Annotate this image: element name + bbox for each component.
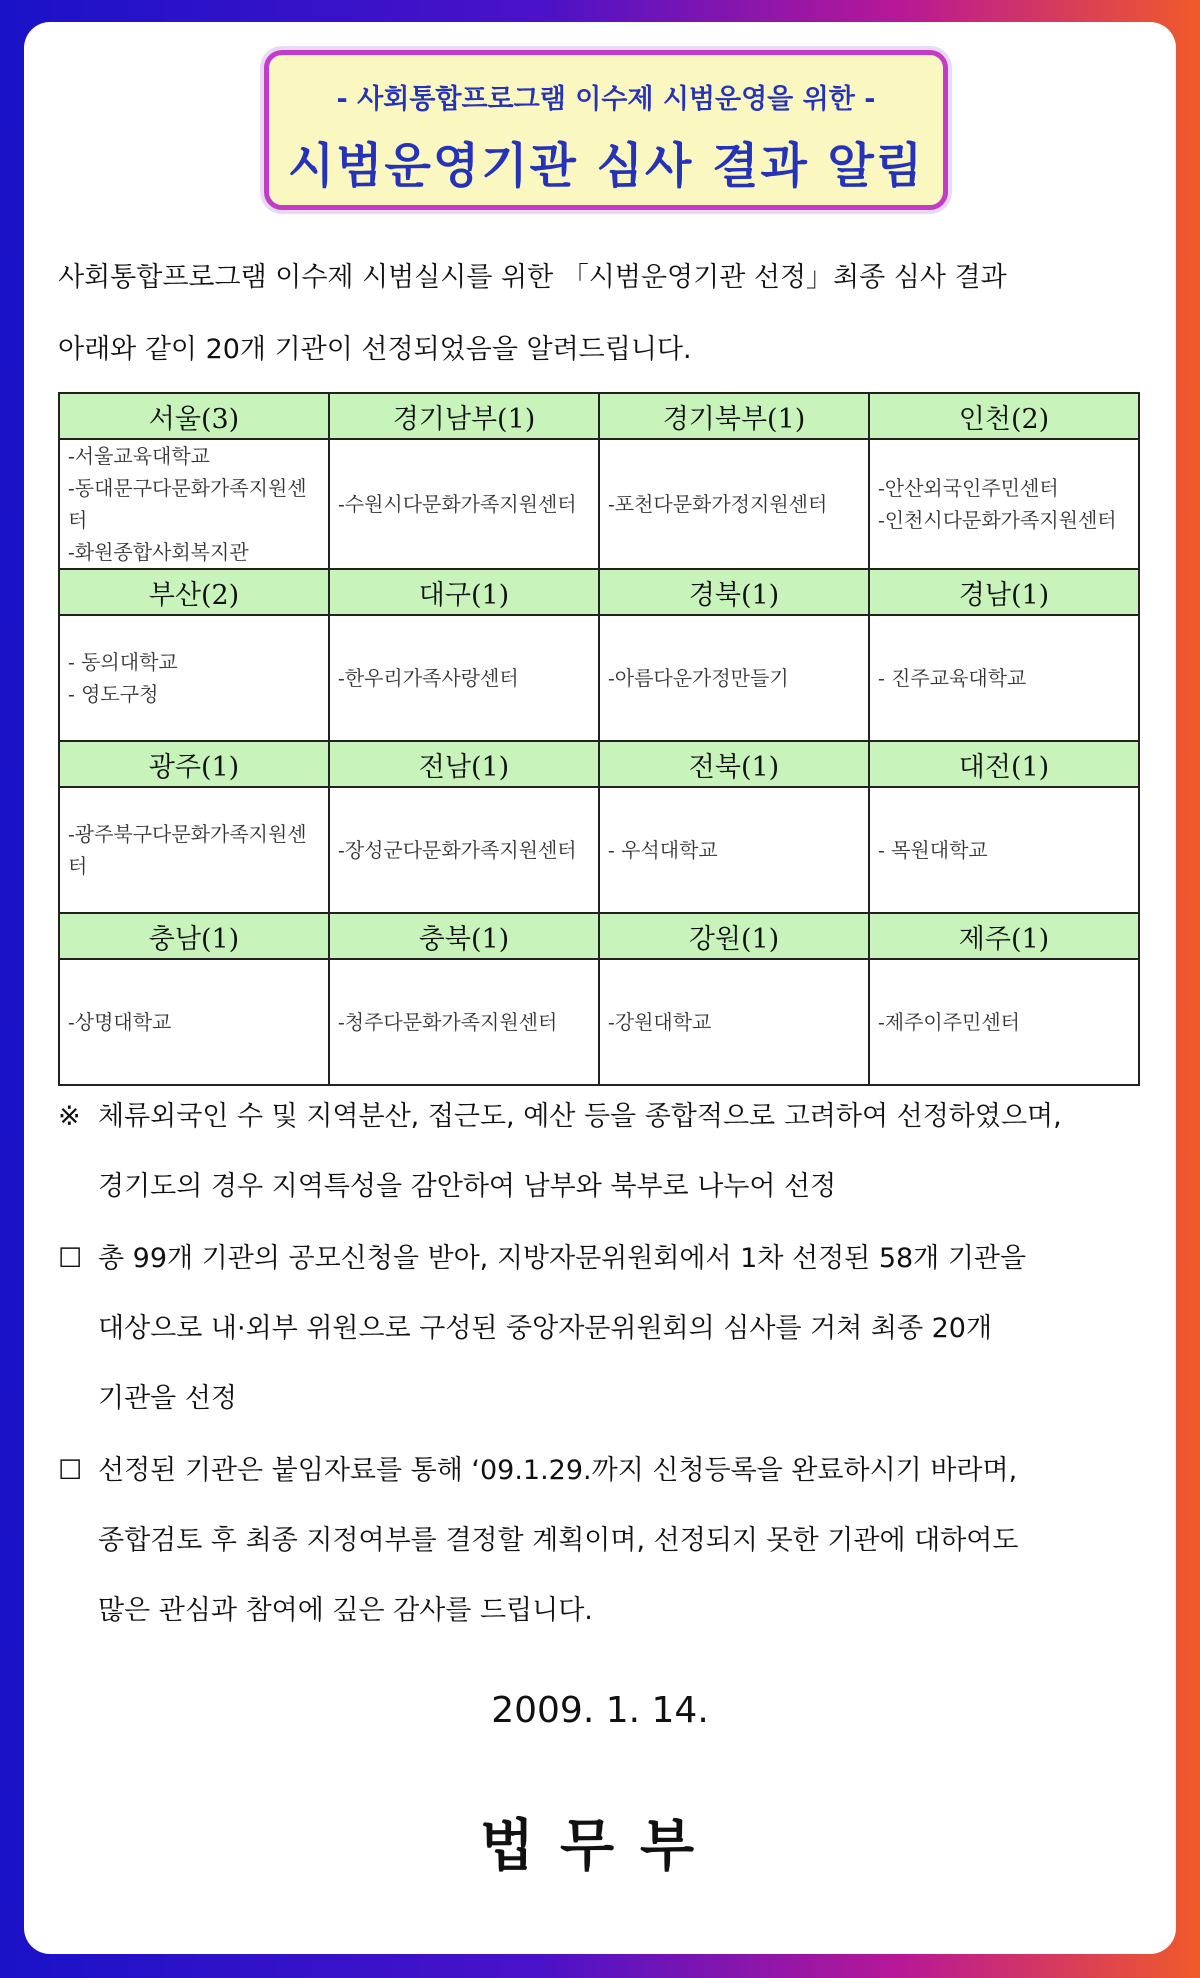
institution-cell: - 진주교육대학교: [869, 615, 1139, 741]
issuing-ministry: 법무부: [479, 1814, 721, 1879]
note-criteria: [58, 1082, 1158, 1222]
note-registration-line-2: 종합검토 후 최종 지정여부를 결정할 계획이며, 선정되지 못한 기관에 대하여도: [98, 1525, 1019, 1556]
institution-cell: -안산외국인주민센터 -인천시다문화가족지원센터: [869, 439, 1139, 569]
institution-cell: - 목원대학교: [869, 787, 1139, 913]
region-header-row: [59, 393, 1139, 439]
checkbox-bullet-icon: ☐: [58, 1243, 83, 1274]
region-header: 전남(1): [329, 741, 599, 787]
note-criteria-line-1: 체류외국인 수 및 지역분산, 접근도, 예산 등을 종합적으로 고려하여 선정하였으며,: [98, 1101, 1062, 1132]
institution-cell: -제주이주민센터: [869, 959, 1139, 1085]
institution-cell: -광주북구다문화가족지원센터: [59, 787, 329, 913]
region-header-row: [59, 569, 1139, 615]
region-header: 인천(2): [869, 393, 1139, 439]
intro-line-2: 아래와 같이 20개 기관이 선정되었음을 알려드립니다.: [58, 334, 692, 365]
region-header: 충북(1): [329, 913, 599, 959]
region-header: 경북(1): [599, 569, 869, 615]
intro-paragraph: [58, 242, 1158, 386]
region-header: 대전(1): [869, 741, 1139, 787]
checkbox-bullet-icon: ☐: [58, 1455, 83, 1486]
note-criteria-line-2: 경기도의 경우 지역특성을 감안하여 남부와 북부로 나누어 선정: [98, 1171, 837, 1202]
institution-cell: - 동의대학교 - 영도구청: [59, 615, 329, 741]
selected-institutions-table: [58, 392, 1140, 1086]
region-header: 대구(1): [329, 569, 599, 615]
region-header: 부산(2): [59, 569, 329, 615]
institution-cell: -포천다문화가정지원센터: [599, 439, 869, 569]
institution-row: [59, 787, 1139, 913]
institution-row: [59, 959, 1139, 1085]
region-header: 경남(1): [869, 569, 1139, 615]
institution-row: [59, 439, 1139, 569]
institution-cell: -서울교육대학교 -동대문구다문화가족지원센터 -화원종합사회복지관: [59, 439, 329, 569]
institution-cell: -강원대학교: [599, 959, 869, 1085]
region-header: 광주(1): [59, 741, 329, 787]
note-process-line-2: 대상으로 내·외부 위원으로 구성된 중앙자문위원회의 심사를 거쳐 최종 20개: [98, 1313, 993, 1344]
intro-line-1: 사회통합프로그램 이수제 시범실시를 위한 「시범운영기관 선정」최종 심사 결과: [58, 262, 1007, 293]
note-process-line-1: 총 99개 기관의 공모신청을 받아, 지방자문위원회에서 1차 선정된 58개 기관을: [98, 1243, 1027, 1274]
note-selection-process: [58, 1224, 1158, 1434]
notice-frame: [24, 22, 1176, 1954]
institution-cell: -한우리가족사랑센터: [329, 615, 599, 741]
note-registration-line-3: 많은 관심과 참여에 깊은 감사를 드립니다.: [98, 1595, 593, 1626]
note-process-line-3: 기관을 선정: [98, 1383, 237, 1414]
title-subtitle: - 사회통합프로그램 이수제 시범운영을 위한 -: [336, 84, 876, 115]
region-header: 전북(1): [599, 741, 869, 787]
note-registration-line-1: 선정된 기관은 붙임자료를 통해 ‘09.1.29.까지 신청등록을 완료하시기 바라며,: [98, 1455, 1018, 1486]
region-header-row: [59, 741, 1139, 787]
reference-mark-icon: ※: [58, 1101, 81, 1132]
region-header: 제주(1): [869, 913, 1139, 959]
institution-cell: -아름다운가정만들기: [599, 615, 869, 741]
region-header-row: [59, 913, 1139, 959]
note-registration: [58, 1436, 1158, 1646]
title-banner: [264, 50, 948, 210]
institution-row: [59, 615, 1139, 741]
region-header: 경기남부(1): [329, 393, 599, 439]
region-header: 경기북부(1): [599, 393, 869, 439]
institution-cell: -상명대학교: [59, 959, 329, 1085]
notice-date: 2009. 1. 14.: [491, 1690, 709, 1731]
institution-cell: -청주다문화가족지원센터: [329, 959, 599, 1085]
page-title: 시범운영기관 심사 결과 알림: [287, 138, 925, 194]
region-header: 서울(3): [59, 393, 329, 439]
region-header: 강원(1): [599, 913, 869, 959]
region-header: 충남(1): [59, 913, 329, 959]
institution-cell: -장성군다문화가족지원센터: [329, 787, 599, 913]
institution-cell: -수원시다문화가족지원센터: [329, 439, 599, 569]
institution-cell: - 우석대학교: [599, 787, 869, 913]
